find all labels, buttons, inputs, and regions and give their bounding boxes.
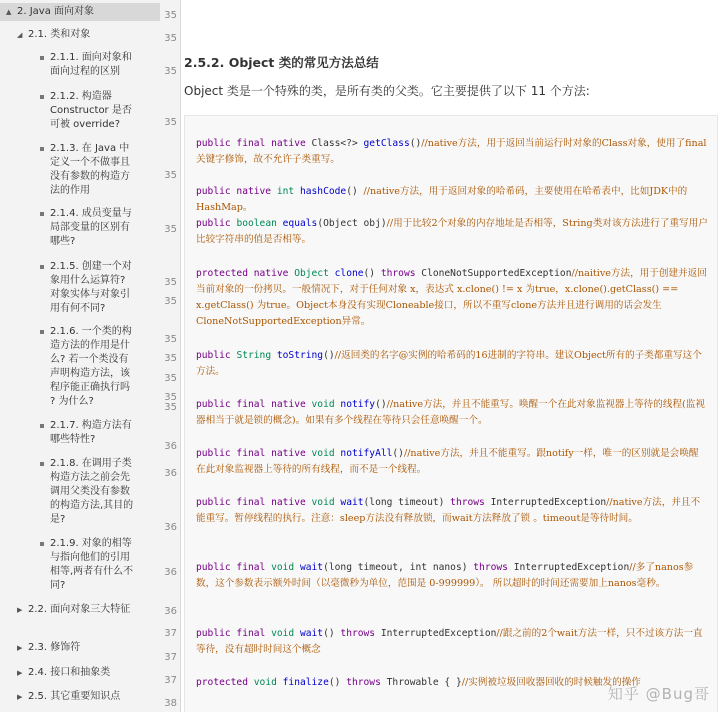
code-comment: //跟之前的2个wait方法一样，只不过该方法一直等待，没有超时时间这个概念: [196, 628, 703, 655]
code-method-getclass: public final native Class<?> getClass()//native方法，用于返回当前运行时对象的Class对象，使用了final关键字修饰，故不允许子类重写。: [196, 138, 707, 165]
code-comment: //多了nanos参数，这个参数表示额外时间（以毫微秒为单位，范围是 0-999999）。 所以超时的时间还需要加上nanos毫秒。: [196, 562, 694, 589]
page-number: 35: [164, 277, 177, 288]
outline-item-2-2[interactable]: [17, 603, 175, 617]
outline-item-label: 2.1.5. 创建一个对象用什么运算符?对象实体与对象引用有何不同?: [50, 261, 132, 314]
code-method-notifyall: public final native void notifyAll()//native方法，并且不能重写。跟notify一样，唯一的区别就是会唤醒在此对象监视器上等待的所有线程，而不是一个线程。: [196, 448, 699, 475]
page-number: 37: [164, 675, 177, 686]
code-comment: //naitive方法，用于创建并返回当前对象的一份拷贝。一般情况下，对于任何对象 x，表达式 x.clone() != x 为true，x.clone().getClass() == x.getClass() 为true。Object本身没有实现Cloneable接口，所以不重写clone方法并且进行调用的话会发生CloneNotSupportedException异常。: [196, 268, 707, 327]
outline-item-label: 2.1.3. 在 Java 中定义一个不做事且没有参数的构造方法的作用: [50, 143, 130, 196]
outline-item-label: 2.1.4. 成员变量与局部变量的区别有哪些?: [50, 208, 132, 247]
page-number: 35: [164, 402, 177, 413]
outline-item-label: 2.5. 其它重要知识点: [28, 691, 121, 702]
outline-item-label: 2.1.7. 构造方法有哪些特性?: [50, 420, 132, 445]
page-number: 36: [164, 567, 177, 578]
page-number: 37: [164, 628, 177, 639]
code-block[interactable]: [184, 115, 718, 712]
page-number: 35: [164, 296, 177, 307]
page-number: 35: [164, 33, 177, 44]
outline-item-2-3[interactable]: [17, 641, 175, 655]
code-method-finalize: protected void finalize() throws Throwable { }//实例被垃圾回收器回收的时候触发的操作: [196, 677, 641, 688]
outline-item-label: 2.1.1. 面向对象和面向过程的区别: [50, 52, 132, 77]
page-number: 35: [164, 334, 177, 345]
caret-expanded-icon[interactable]: ◢: [17, 31, 23, 39]
code-comment: //实例被垃圾回收器回收的时候触发的操作: [461, 677, 641, 688]
code-method-hashcode: public native int hashCode() //native方法，用于返回对象的哈希码，主要使用在哈希表中，比如JDK中的HashMap。: [196, 186, 688, 213]
caret-right-icon[interactable]: ▶: [17, 669, 23, 677]
outline-item-label: 2.2. 面向对象三大特征: [28, 604, 131, 615]
outline-item-2-1-7[interactable]: [40, 419, 140, 447]
code-method-notify: public final native void notify()//native方法，并且不能重写。唤醒一个在此对象监视器上等待的线程(监视器相当于就是锁的概念)。如果有多个线程在等待只会任意唤醒一个。: [196, 399, 705, 426]
page-number: 36: [164, 606, 177, 617]
page-number: 36: [164, 468, 177, 479]
outline-item-2-1-5[interactable]: [40, 260, 140, 316]
code-comment: //native方法，用于返回对象的哈希码，主要使用在哈希表中，比如JDK中的HashMap。: [196, 186, 688, 213]
page-number: 35: [164, 66, 177, 77]
code-comment: //native方法，用于返回当前运行时对象的Class对象，使用了final关键字修饰，故不允许子类重写。: [196, 138, 707, 165]
outline-item-label: 2. Java 面向对象: [17, 6, 95, 17]
bullet-icon: [40, 147, 44, 151]
intro-paragraph: Object 类是一个特殊的类，是所有类的父类。它主要提供了以下 11 个方法:: [184, 84, 590, 98]
document-content: [182, 0, 720, 712]
outline-item-label: 2.1. 类和对象: [28, 29, 91, 40]
bullet-icon: [40, 542, 44, 546]
code-method-equals: public boolean equals(Object obj)//用于比较2个对象的内存地址是否相等，String类对该方法进行了重写用户比较字符串的值是否相等。: [196, 218, 708, 245]
bullet-icon: [40, 462, 44, 466]
caret-right-icon[interactable]: ▶: [17, 644, 23, 652]
bullet-icon: [40, 212, 44, 216]
zhihu-watermark: 知乎 @Bug哥: [607, 685, 710, 703]
page-number: 35: [164, 10, 177, 21]
outline-item-label: 2.3. 修饰符: [28, 642, 81, 653]
bullet-icon: [40, 265, 44, 269]
outline-item-2-1-2[interactable]: [40, 90, 140, 132]
outline-item-label: 2.1.9. 对象的相等与指向他们的引用相等,两者有什么不同?: [50, 538, 134, 591]
page-number: 36: [164, 441, 177, 452]
outline-item-2-1-9[interactable]: [40, 537, 140, 593]
bullet-icon: [40, 95, 44, 99]
page-number: 35: [164, 224, 177, 235]
caret-right-icon[interactable]: ▶: [17, 693, 23, 701]
code-method-wait-timeout: public final native void wait(long timeout) throws InterruptedException//native方法，并且不能重写。暂停线程的执行。注意：sleep方法没有释放锁，而wait方法释放了锁 。timeout是等待时间。: [196, 497, 701, 524]
outline-item-2-4[interactable]: [17, 666, 175, 680]
code-method-clone: protected native Object clone() throws CloneNotSupportedException//naitive方法，用于创建并返回当前对象的一份拷贝。一般情况下，对于任何对象 x，表达式 x.clone() != x 为true，x.clone().getClass() == x.getClass() 为true。Object本身没有实现Cloneable接口，所以不重写clone方法并且进行调用的话会发生CloneNotSupportedException异常。: [196, 268, 707, 327]
page-number: 38: [164, 698, 177, 709]
page-number: 35: [164, 117, 177, 128]
outline-item-label: 2.1.8. 在调用子类构造方法之前会先调用父类没有参数的构造方法,其目的是?: [50, 458, 134, 525]
outline-item-label: 2.4. 接口和抽象类: [28, 667, 111, 678]
bullet-icon: [40, 424, 44, 428]
outline-item-2-5[interactable]: [17, 690, 175, 704]
outline-item-label: 2.1.2. 构造器 Constructor 是否可被 override?: [50, 91, 132, 130]
code-method-tostring: public String toString()//返回类的名字@实例的哈希码的16进制的字符串。建议Object所有的子类都重写这个方法。: [196, 350, 702, 377]
outline-item-2-1-3[interactable]: [40, 142, 140, 198]
code-method-wait: public final void wait() throws InterruptedException//跟之前的2个wait方法一样，只不过该方法一直等待，没有超时时间这个概念: [196, 628, 703, 655]
outline-sidebar: [0, 0, 181, 712]
code-comment: //返回类的名字@实例的哈希码的16进制的字符串。建议Object所有的子类都重写这个方法。: [196, 350, 702, 377]
caret-right-icon[interactable]: ▶: [17, 606, 23, 614]
outline-item-label: 2.1.6. 一个类的构造方法的作用是什么? 若一个类没有声明构造方法，该程序能正确执行吗 ? 为什么?: [50, 326, 132, 407]
bullet-icon: [40, 330, 44, 334]
page-number: 35: [164, 392, 177, 403]
caret-down-icon[interactable]: ▲: [6, 8, 12, 16]
outline-item-2-1-4[interactable]: [40, 207, 140, 249]
outline-item-2-1-8[interactable]: [40, 457, 140, 527]
bullet-icon: [40, 56, 44, 60]
outline-item-2-1-6[interactable]: [40, 325, 140, 409]
page-number: 35: [164, 170, 177, 181]
page-number: 36: [164, 522, 177, 533]
outline-item-2-1-1[interactable]: [40, 51, 140, 79]
page-number: 37: [164, 652, 177, 663]
code-comment: //native方法，并且不能重写。跟notify一样，唯一的区别就是会唤醒在此对象监视器上等待的所有线程，而不是一个线程。: [196, 448, 699, 475]
code-method-wait-nanos: public final void wait(long timeout, int nanos) throws InterruptedException//多了nanos参数，这个参数表示额外时间（以毫微秒为单位，范围是 0-999999）。 所以超时的时间还需要加上nanos毫秒。: [196, 562, 694, 589]
code-comment: //用于比较2个对象的内存地址是否相等，String类对该方法进行了重写用户比较字符串的值是否相等。: [196, 218, 708, 245]
outline-item-class-object[interactable]: [17, 28, 175, 42]
section-heading: 2.5.2. Object 类的常见方法总结: [184, 55, 379, 70]
code-comment: //native方法，并且不能重写。唤醒一个在此对象监视器上等待的线程(监视器相当于就是锁的概念)。如果有多个线程在等待只会任意唤醒一个。: [196, 399, 705, 426]
page-number-gutter: [159, 0, 181, 712]
code-comment: //native方法，并且不能重写。暂停线程的执行。注意：sleep方法没有释放锁，而wait方法释放了锁 。timeout是等待时间。: [196, 497, 701, 524]
page-number: 35: [164, 353, 177, 364]
page-number: 35: [164, 373, 177, 384]
outline-item-java-oop[interactable]: [0, 3, 160, 21]
